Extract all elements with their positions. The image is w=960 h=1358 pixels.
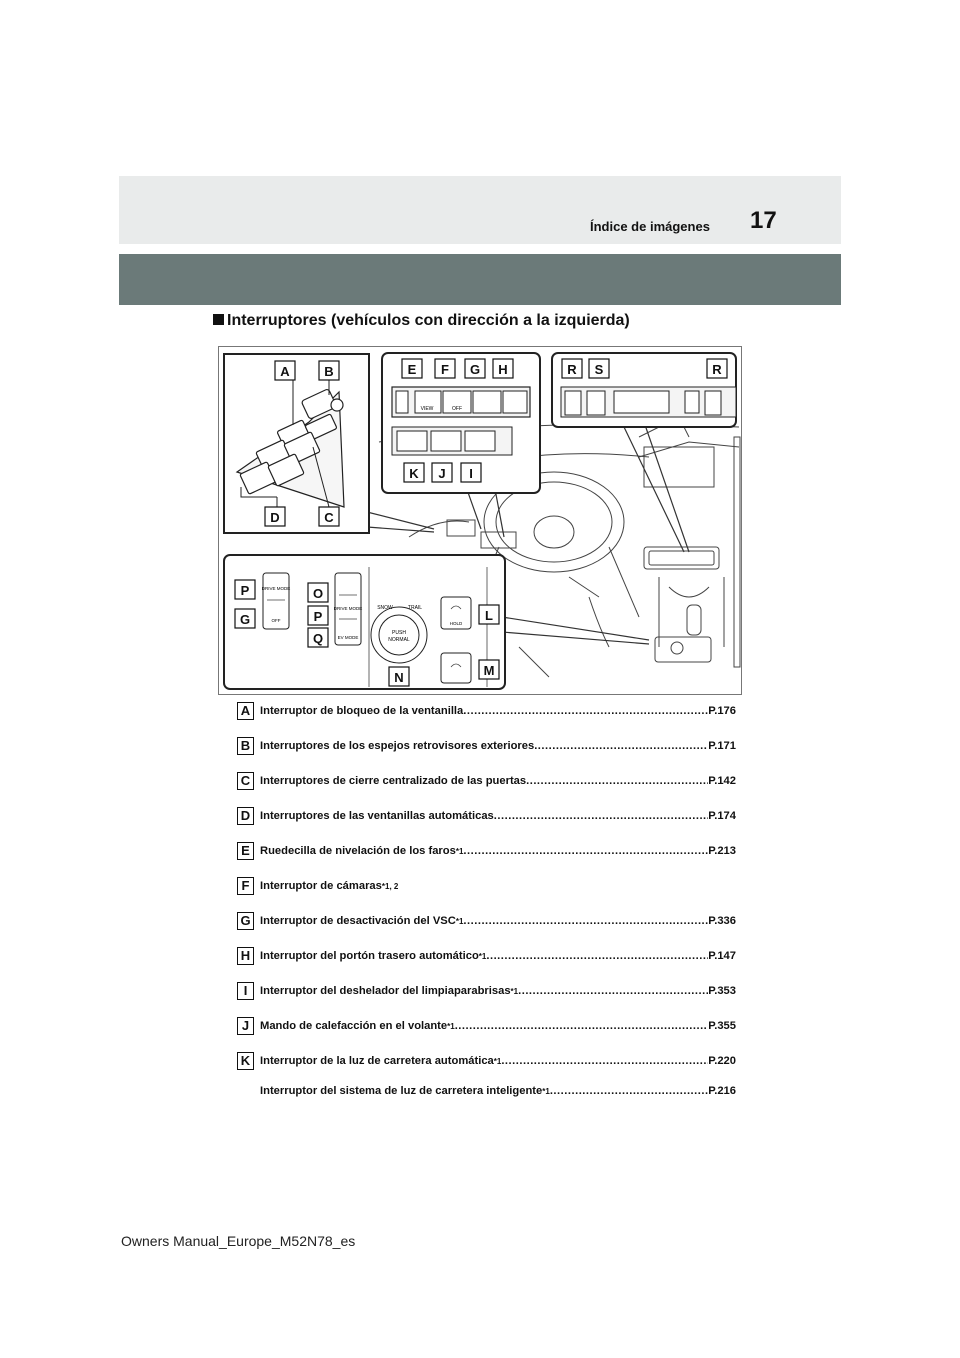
panel-door-switches	[224, 354, 369, 533]
item-key: D	[237, 807, 254, 825]
callout-j: J	[438, 466, 446, 481]
list-item: J Mando de calefacción en el volante *1 ..... P.355	[237, 1017, 737, 1037]
callout-e: E	[407, 362, 417, 377]
leader-dots	[463, 705, 708, 717]
page-number: 17	[750, 207, 777, 234]
drive-mode-text-left: DRIVE MODE	[261, 586, 291, 591]
leader-dots	[463, 915, 708, 927]
callout-f: F	[441, 362, 449, 377]
callout-a: A	[280, 364, 290, 379]
heading-text: Interruptores (vehículos con dirección a la izquierda)	[227, 312, 630, 329]
list-item: E Ruedecilla de nivelación de los faros *1 ..... P.213	[237, 842, 737, 862]
switches-illustration	[218, 346, 742, 695]
item-key: J	[237, 1017, 254, 1035]
callout-p-left: P	[240, 583, 250, 598]
item-key: F	[237, 877, 254, 895]
item-text: Interruptores de las ventanillas automáticas	[260, 810, 494, 822]
item-text: Interruptores de cierre centralizado de las puertas	[260, 775, 527, 787]
normal-text: NORMAL	[388, 637, 410, 643]
callout-l: L	[485, 608, 493, 623]
item-key: C	[237, 772, 254, 790]
snow-text: SNOW	[377, 605, 393, 611]
item-text: Interruptores de los espejos retrovisores exteriores	[260, 740, 535, 752]
callout-h: H	[498, 362, 508, 377]
header-band-dark	[119, 254, 841, 305]
item-text: Interruptor de la luz de carretera automática	[260, 1055, 494, 1067]
page-reference[interactable]: P.220	[708, 1055, 736, 1067]
callout-c: C	[324, 510, 334, 525]
list-item: F Interruptor de cámaras *1, 2	[237, 877, 737, 897]
leader-dots	[486, 950, 708, 962]
page-reference[interactable]: P.147	[708, 950, 736, 962]
leader-dots	[518, 985, 708, 997]
ev-mode-text: EV MODE	[337, 635, 359, 640]
list-item: K Interruptor de la luz de carretera automática *1 ..... P.220	[237, 1052, 737, 1072]
callout-r-left: R	[567, 362, 577, 377]
item-key: G	[237, 912, 254, 930]
square-bullet-icon	[213, 314, 224, 325]
section-title: Índice de imágenes	[590, 219, 710, 234]
callout-p-right: P	[313, 609, 323, 624]
page-reference[interactable]: P.355	[708, 1020, 736, 1032]
item-key: A	[237, 702, 254, 720]
hold-text: HOLD	[449, 621, 463, 626]
item-key: K	[237, 1052, 254, 1070]
leader-dots	[526, 775, 708, 787]
list-item: Interruptor del sistema de luz de carretera inteligente *1 ..... P.216	[237, 1082, 737, 1102]
item-text: Interruptor del deshelador del limpiaparabrisas	[260, 985, 511, 997]
page-reference[interactable]: P.213	[708, 845, 736, 857]
callout-g-console: G	[239, 612, 251, 627]
item-key: E	[237, 842, 254, 860]
off-switch-text: OFF	[452, 406, 462, 412]
item-text: Ruedecilla de nivelación de los faros	[260, 845, 456, 857]
callout-d: D	[270, 510, 280, 525]
footer-document-id: Owners Manual_Europe_M52N78_es	[121, 1233, 356, 1249]
leader-dots	[534, 740, 708, 752]
page-reference[interactable]: P.216	[708, 1085, 736, 1097]
page-reference[interactable]: P.176	[708, 705, 736, 717]
leader-dots	[455, 1020, 709, 1032]
item-key: H	[237, 947, 254, 965]
item-text: Interruptor de desactivación del VSC	[260, 915, 456, 927]
callout-r-right: R	[712, 362, 722, 377]
list-item	[237, 702, 737, 722]
item-key: I	[237, 982, 254, 1000]
item-key: B	[237, 737, 254, 755]
dashboard-drawing	[219, 347, 741, 694]
item-text: Interruptor de bloqueo de la ventanilla	[260, 705, 464, 717]
item-text: Interruptor del sistema de luz de carretera inteligente	[260, 1085, 543, 1097]
list-item: I Interruptor del deshelador del limpiaparabrisas *1 ..... P.353	[237, 982, 737, 1002]
leader-dots	[501, 1055, 708, 1067]
page-reference[interactable]: P.142	[708, 775, 736, 787]
section-heading	[213, 312, 630, 330]
item-text: Interruptor del portón trasero automático	[260, 950, 479, 962]
view-switch-text: VIEW	[420, 406, 434, 412]
list-item	[237, 772, 737, 792]
item-text: Interruptor de cámaras	[260, 880, 382, 892]
leader-dots	[494, 810, 708, 822]
drive-mode-text-right: DRIVE MODE	[333, 606, 363, 611]
push-text: PUSH	[392, 630, 406, 636]
page-reference[interactable]: P.174	[708, 810, 736, 822]
page-reference[interactable]: P.336	[708, 915, 736, 927]
list-item: G Interruptor de desactivación del VSC *1 ..... P.336	[237, 912, 737, 932]
callout-b: B	[324, 364, 334, 379]
list-item: H Interruptor del portón trasero automático *1 ..... P.147	[237, 947, 737, 967]
page-reference[interactable]: P.353	[708, 985, 736, 997]
header-band-light	[119, 176, 841, 244]
callout-q: Q	[312, 631, 324, 646]
vsc-off-text: OFF	[271, 618, 281, 623]
panel-center-console	[224, 555, 505, 689]
callout-o: O	[312, 586, 324, 601]
callout-s: S	[594, 362, 604, 377]
list-item	[237, 737, 737, 757]
callout-n: N	[394, 670, 404, 685]
callout-m: M	[483, 663, 495, 678]
trail-text: TRAIL	[407, 605, 423, 611]
leader-dots	[463, 845, 708, 857]
callout-i: I	[469, 466, 473, 481]
page-reference[interactable]: P.171	[708, 740, 736, 752]
list-item	[237, 807, 737, 827]
callout-k: K	[409, 466, 419, 481]
leader-dots	[550, 1085, 708, 1097]
callout-g: G	[469, 362, 481, 377]
item-text: Mando de calefacción en el volante	[260, 1020, 448, 1032]
